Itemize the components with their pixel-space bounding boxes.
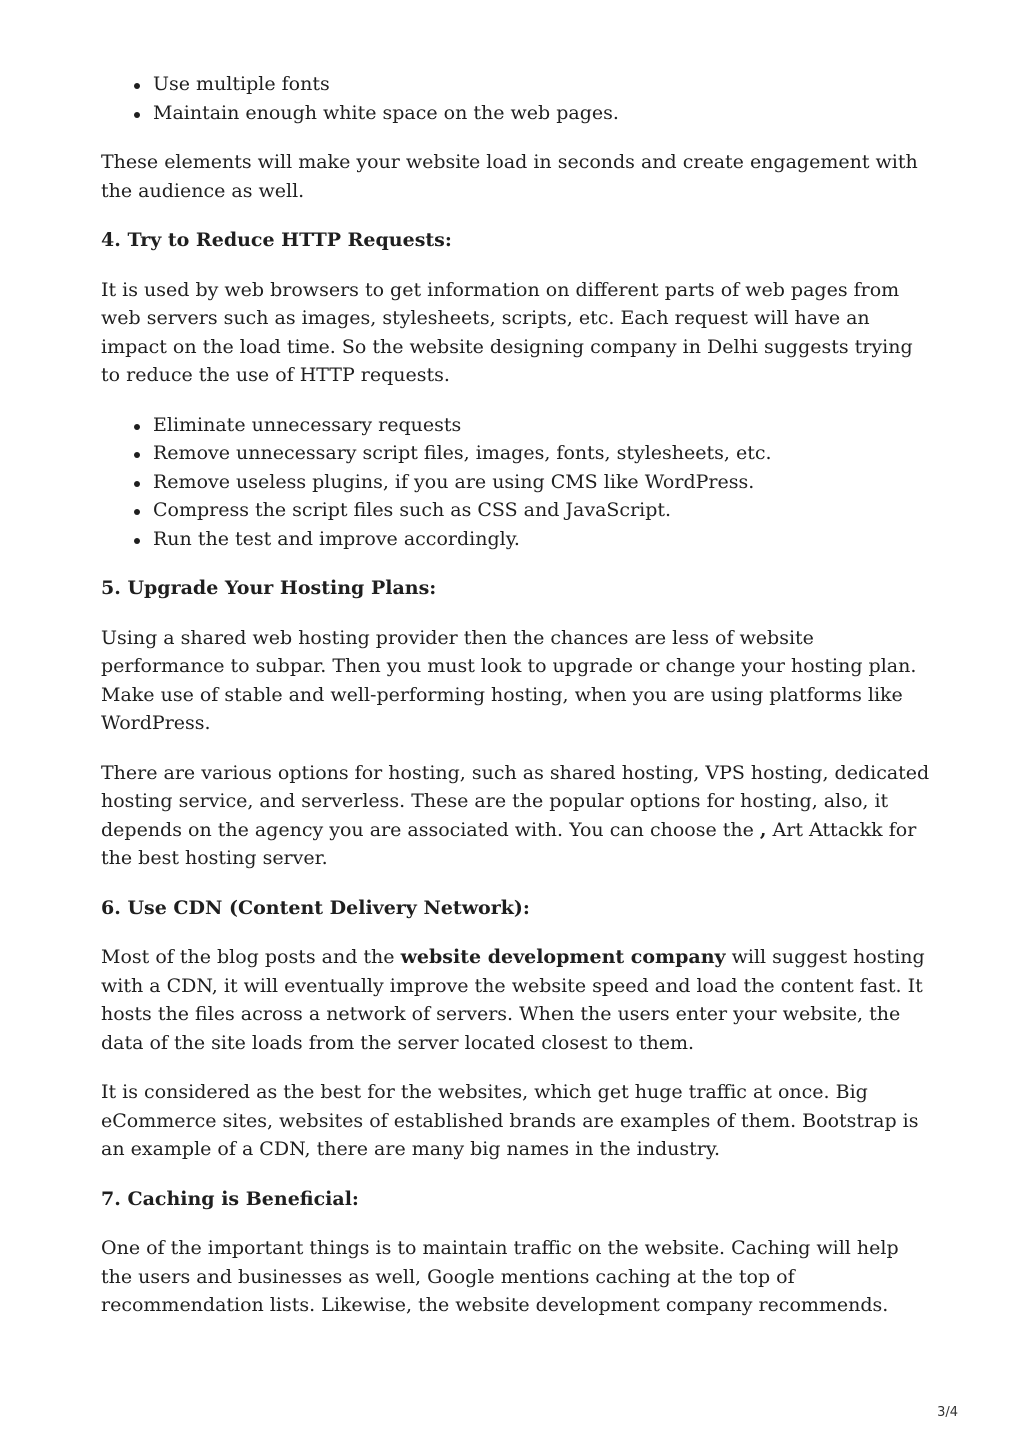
section-4-bullet-list <box>101 411 931 554</box>
text-span: will suggest hosting with a CDN, it will eventually improve the website speed and load the content fast. It hosts the files across a network of servers. When the users enter your website, the data of the site loads from the server located closest to them. <box>101 946 925 1054</box>
list-item: Eliminate unnecessary requests <box>153 411 931 440</box>
document-body <box>101 70 931 1341</box>
intro-paragraph: These elements will make your website load in seconds and create engagement with the audience as well. <box>101 151 918 202</box>
bold-link-text: website development company <box>400 946 726 968</box>
list-item: Run the test and improve accordingly. <box>153 525 931 554</box>
list-item: Compress the script files such as CSS and JavaScript. <box>153 496 931 525</box>
section-5-heading: 5. Upgrade Your Hosting Plans: <box>101 577 437 599</box>
text-span: Art Attackk for the best hosting server. <box>101 818 917 869</box>
bold-text: , <box>759 818 767 841</box>
section-7-heading: 7. Caching is Beneficial: <box>101 1187 359 1210</box>
list-item: Maintain enough white space on the web pages. <box>153 99 931 128</box>
section-4-heading: 4. Try to Reduce HTTP Requests: <box>101 229 452 251</box>
list-item: Use multiple fonts <box>153 70 931 99</box>
list-item: Remove unnecessary script files, images, fonts, stylesheets, etc. <box>153 439 931 468</box>
page-number: 3/4 <box>937 1405 958 1420</box>
section-6-heading: 6. Use CDN (Content Delivery Network): <box>101 896 530 919</box>
section-6-paragraph-1 <box>101 943 931 1057</box>
list-item: Remove useless plugins, if you are using CMS like WordPress. <box>153 468 931 497</box>
section-7-paragraph: One of the important things is to maintain traffic on the website. Caching will help the users and businesses as well, Google mentions caching at the top of recommendation lists. Likewise, the website development company recommends. <box>101 1237 899 1316</box>
text-span: Most of the blog posts and the <box>101 946 401 968</box>
text-span: There are various options for hosting, such as shared hosting, VPS hosting, dedicated hosting service, and serverless. These are the popular options for hosting, also, it depends on the agency you are associated with. You can choose the <box>101 761 930 841</box>
section-5-paragraph-2 <box>101 759 931 873</box>
section-5-paragraph-1: Using a shared web hosting provider then the chances are less of website performance to subpar. Then you must look to upgrade or change your hosting plan. Make use of stable and well-performing hosting, when you are using platforms like WordPress. <box>101 626 917 734</box>
bullet-list-top <box>101 70 931 127</box>
section-4-paragraph: It is used by web browsers to get information on different parts of web pages from web servers such as images, stylesheets, scripts, etc. Each request will have an impact on the load time. So the website designing company in Delhi suggests trying to reduce the use of HTTP requests. <box>101 278 913 386</box>
section-6-paragraph-2: It is considered as the best for the websites, which get huge traffic at once. Big eCommerce sites, websites of established brands are examples of them. Bootstrap is an example of a CDN, there are many big names in the industry. <box>101 1081 919 1160</box>
